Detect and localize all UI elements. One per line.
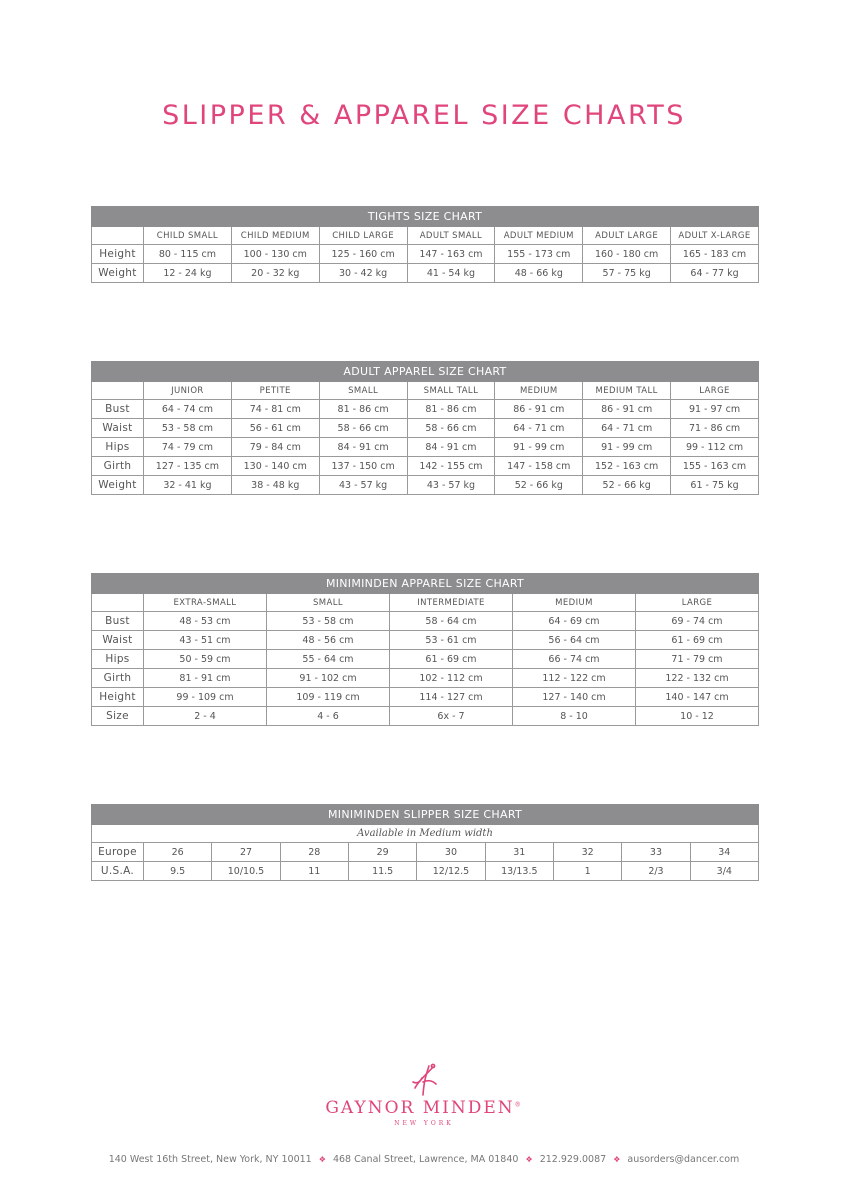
table-cell: 38 - 48 kg (231, 476, 319, 495)
row-label: Weight (92, 476, 144, 495)
table-cell: 64 - 74 cm (144, 400, 232, 419)
table-cell: 61 - 75 kg (671, 476, 759, 495)
column-header: INTERMEDIATE (390, 594, 513, 612)
table-cell: 53 - 61 cm (390, 631, 513, 650)
table-cell: 33 (622, 843, 690, 862)
table-cell: 84 - 91 cm (319, 438, 407, 457)
table-cell: 66 - 74 cm (513, 650, 636, 669)
table-row (92, 669, 759, 688)
table-row (92, 245, 759, 264)
table-cell: 10 - 12 (636, 707, 759, 726)
dancer-icon (407, 1062, 441, 1098)
separator-icon: ❖ (613, 1155, 621, 1164)
brand-logo (0, 1062, 848, 1127)
table-cell: 10/10.5 (212, 862, 280, 881)
column-header: MEDIUM (513, 594, 636, 612)
row-label: Europe (92, 843, 144, 862)
table-cell: 71 - 86 cm (671, 419, 759, 438)
table-cell: 81 - 86 cm (319, 400, 407, 419)
table-cell: 61 - 69 cm (636, 631, 759, 650)
column-header: SMALL (319, 382, 407, 400)
table-row (92, 631, 759, 650)
table-cell: 109 - 119 cm (267, 688, 390, 707)
table-cell: 32 - 41 kg (144, 476, 232, 495)
table-cell: 71 - 79 cm (636, 650, 759, 669)
row-label: Hips (92, 650, 144, 669)
table-cell: 2 - 4 (144, 707, 267, 726)
email-link[interactable]: ausorders@dancer.com (627, 1154, 740, 1165)
column-header: ADULT SMALL (407, 227, 495, 245)
table-cell: 30 - 42 kg (319, 264, 407, 283)
table-cell: 58 - 66 cm (407, 419, 495, 438)
table-row (92, 457, 759, 476)
table-cell: 125 - 160 cm (319, 245, 407, 264)
column-header: CHILD LARGE (319, 227, 407, 245)
table-cell: 12/12.5 (417, 862, 485, 881)
row-label: Waist (92, 419, 144, 438)
column-header: PETITE (231, 382, 319, 400)
phone-number: 212.929.0087 (539, 1154, 607, 1165)
table-row (92, 438, 759, 457)
column-header: LARGE (636, 594, 759, 612)
table-row (92, 419, 759, 438)
table-cell: 28 (280, 843, 348, 862)
column-header: ADULT X-LARGE (671, 227, 759, 245)
table-cell: 9.5 (144, 862, 212, 881)
corner-cell (92, 594, 144, 612)
table-row (92, 688, 759, 707)
address-new-york: 140 West 16th Street, New York, NY 10011 (108, 1154, 312, 1165)
table-cell: 48 - 56 cm (267, 631, 390, 650)
table-cell: 91 - 99 cm (583, 438, 671, 457)
column-header: LARGE (671, 382, 759, 400)
table-cell: 43 - 51 cm (144, 631, 267, 650)
table-cell: 80 - 115 cm (144, 245, 232, 264)
table-cell: 43 - 57 kg (319, 476, 407, 495)
column-header: SMALL TALL (407, 382, 495, 400)
table-cell: 81 - 86 cm (407, 400, 495, 419)
table-cell: 81 - 91 cm (144, 669, 267, 688)
row-label: Size (92, 707, 144, 726)
corner-cell (92, 227, 144, 245)
table-cell: 137 - 150 cm (319, 457, 407, 476)
table-cell: 11.5 (348, 862, 416, 881)
table-cell: 6x - 7 (390, 707, 513, 726)
table-cell: 50 - 59 cm (144, 650, 267, 669)
table-cell: 64 - 77 kg (671, 264, 759, 283)
column-header: MEDIUM (495, 382, 583, 400)
table-cell: 155 - 163 cm (671, 457, 759, 476)
table-cell: 79 - 84 cm (231, 438, 319, 457)
table-cell: 4 - 6 (267, 707, 390, 726)
table-cell: 20 - 32 kg (231, 264, 319, 283)
table-cell: 27 (212, 843, 280, 862)
tights-chart-title: TIGHTS SIZE CHART (92, 207, 759, 227)
table-cell: 2/3 (622, 862, 690, 881)
table-row (92, 862, 759, 881)
row-label: Height (92, 688, 144, 707)
column-header: SMALL (267, 594, 390, 612)
table-cell: 155 - 173 cm (495, 245, 583, 264)
table-cell: 152 - 163 cm (583, 457, 671, 476)
table-cell: 91 - 102 cm (267, 669, 390, 688)
table-cell: 53 - 58 cm (267, 612, 390, 631)
mini-slipper-chart-title: MINIMINDEN SLIPPER SIZE CHART (92, 805, 759, 825)
table-cell: 30 (417, 843, 485, 862)
address-lawrence: 468 Canal Street, Lawrence, MA 01840 (332, 1154, 519, 1165)
table-cell: 74 - 81 cm (231, 400, 319, 419)
miniminden-apparel-size-chart (91, 573, 759, 726)
row-label: Girth (92, 669, 144, 688)
tights-size-chart (91, 206, 759, 283)
adult-apparel-size-chart (91, 361, 759, 495)
table-cell: 112 - 122 cm (513, 669, 636, 688)
table-row (92, 476, 759, 495)
table-cell: 99 - 112 cm (671, 438, 759, 457)
slipper-width-note: Available in Medium width (92, 825, 759, 843)
table-cell: 52 - 66 kg (583, 476, 671, 495)
table-row (92, 264, 759, 283)
column-header: JUNIOR (144, 382, 232, 400)
table-cell: 127 - 140 cm (513, 688, 636, 707)
table-cell: 86 - 91 cm (495, 400, 583, 419)
column-header: ADULT LARGE (583, 227, 671, 245)
column-header: MEDIUM TALL (583, 382, 671, 400)
table-cell: 142 - 155 cm (407, 457, 495, 476)
row-label: Height (92, 245, 144, 264)
table-cell: 31 (485, 843, 553, 862)
row-label: Hips (92, 438, 144, 457)
table-cell: 102 - 112 cm (390, 669, 513, 688)
table-cell: 147 - 163 cm (407, 245, 495, 264)
table-cell: 55 - 64 cm (267, 650, 390, 669)
table-cell: 130 - 140 cm (231, 457, 319, 476)
table-cell: 41 - 54 kg (407, 264, 495, 283)
table-cell: 1 (553, 862, 621, 881)
table-cell: 127 - 135 cm (144, 457, 232, 476)
registered-mark: ® (514, 1101, 523, 1109)
brand-city: NEW YORK (394, 1120, 454, 1127)
table-cell: 74 - 79 cm (144, 438, 232, 457)
table-row (92, 843, 759, 862)
table-cell: 29 (348, 843, 416, 862)
table-cell: 34 (690, 843, 758, 862)
table-cell: 56 - 61 cm (231, 419, 319, 438)
tights-header-row (92, 227, 759, 245)
miniminden-slipper-size-chart (91, 804, 759, 881)
table-cell: 122 - 132 cm (636, 669, 759, 688)
table-cell: 91 - 97 cm (671, 400, 759, 419)
table-cell: 11 (280, 862, 348, 881)
table-row (92, 650, 759, 669)
adult-header-row (92, 382, 759, 400)
table-cell: 58 - 64 cm (390, 612, 513, 631)
brand-name-text: GAYNOR MINDEN (325, 1098, 515, 1118)
table-cell: 3/4 (690, 862, 758, 881)
table-cell: 86 - 91 cm (583, 400, 671, 419)
table-cell: 32 (553, 843, 621, 862)
table-cell: 43 - 57 kg (407, 476, 495, 495)
column-header: CHILD MEDIUM (231, 227, 319, 245)
table-cell: 57 - 75 kg (583, 264, 671, 283)
table-cell: 58 - 66 cm (319, 419, 407, 438)
mini-apparel-header-row (92, 594, 759, 612)
table-cell: 165 - 183 cm (671, 245, 759, 264)
table-cell: 99 - 109 cm (144, 688, 267, 707)
row-label: Bust (92, 612, 144, 631)
table-cell: 114 - 127 cm (390, 688, 513, 707)
adult-chart-title: ADULT APPAREL SIZE CHART (92, 362, 759, 382)
table-cell: 140 - 147 cm (636, 688, 759, 707)
row-label: U.S.A. (92, 862, 144, 881)
page-title: SLIPPER & APPAREL SIZE CHARTS (162, 100, 686, 131)
table-row (92, 400, 759, 419)
table-cell: 84 - 91 cm (407, 438, 495, 457)
corner-cell (92, 382, 144, 400)
table-cell: 53 - 58 cm (144, 419, 232, 438)
table-cell: 52 - 66 kg (495, 476, 583, 495)
row-label: Weight (92, 264, 144, 283)
table-row (92, 707, 759, 726)
row-label: Girth (92, 457, 144, 476)
separator-icon: ❖ (525, 1155, 533, 1164)
table-cell: 12 - 24 kg (144, 264, 232, 283)
column-header: ADULT MEDIUM (495, 227, 583, 245)
footer-contact (0, 1154, 848, 1165)
brand-name (0, 1098, 848, 1118)
separator-icon: ❖ (318, 1155, 326, 1164)
column-header: CHILD SMALL (144, 227, 232, 245)
row-label: Bust (92, 400, 144, 419)
table-cell: 56 - 64 cm (513, 631, 636, 650)
table-cell: 69 - 74 cm (636, 612, 759, 631)
table-cell: 48 - 53 cm (144, 612, 267, 631)
table-cell: 13/13.5 (485, 862, 553, 881)
table-cell: 91 - 99 cm (495, 438, 583, 457)
mini-apparel-chart-title: MINIMINDEN APPAREL SIZE CHART (92, 574, 759, 594)
table-cell: 8 - 10 (513, 707, 636, 726)
table-row (92, 612, 759, 631)
table-cell: 26 (144, 843, 212, 862)
table-cell: 64 - 69 cm (513, 612, 636, 631)
table-cell: 100 - 130 cm (231, 245, 319, 264)
table-cell: 48 - 66 kg (495, 264, 583, 283)
table-cell: 64 - 71 cm (583, 419, 671, 438)
table-cell: 61 - 69 cm (390, 650, 513, 669)
table-cell: 64 - 71 cm (495, 419, 583, 438)
column-header: EXTRA-SMALL (144, 594, 267, 612)
table-cell: 160 - 180 cm (583, 245, 671, 264)
table-cell: 147 - 158 cm (495, 457, 583, 476)
row-label: Waist (92, 631, 144, 650)
